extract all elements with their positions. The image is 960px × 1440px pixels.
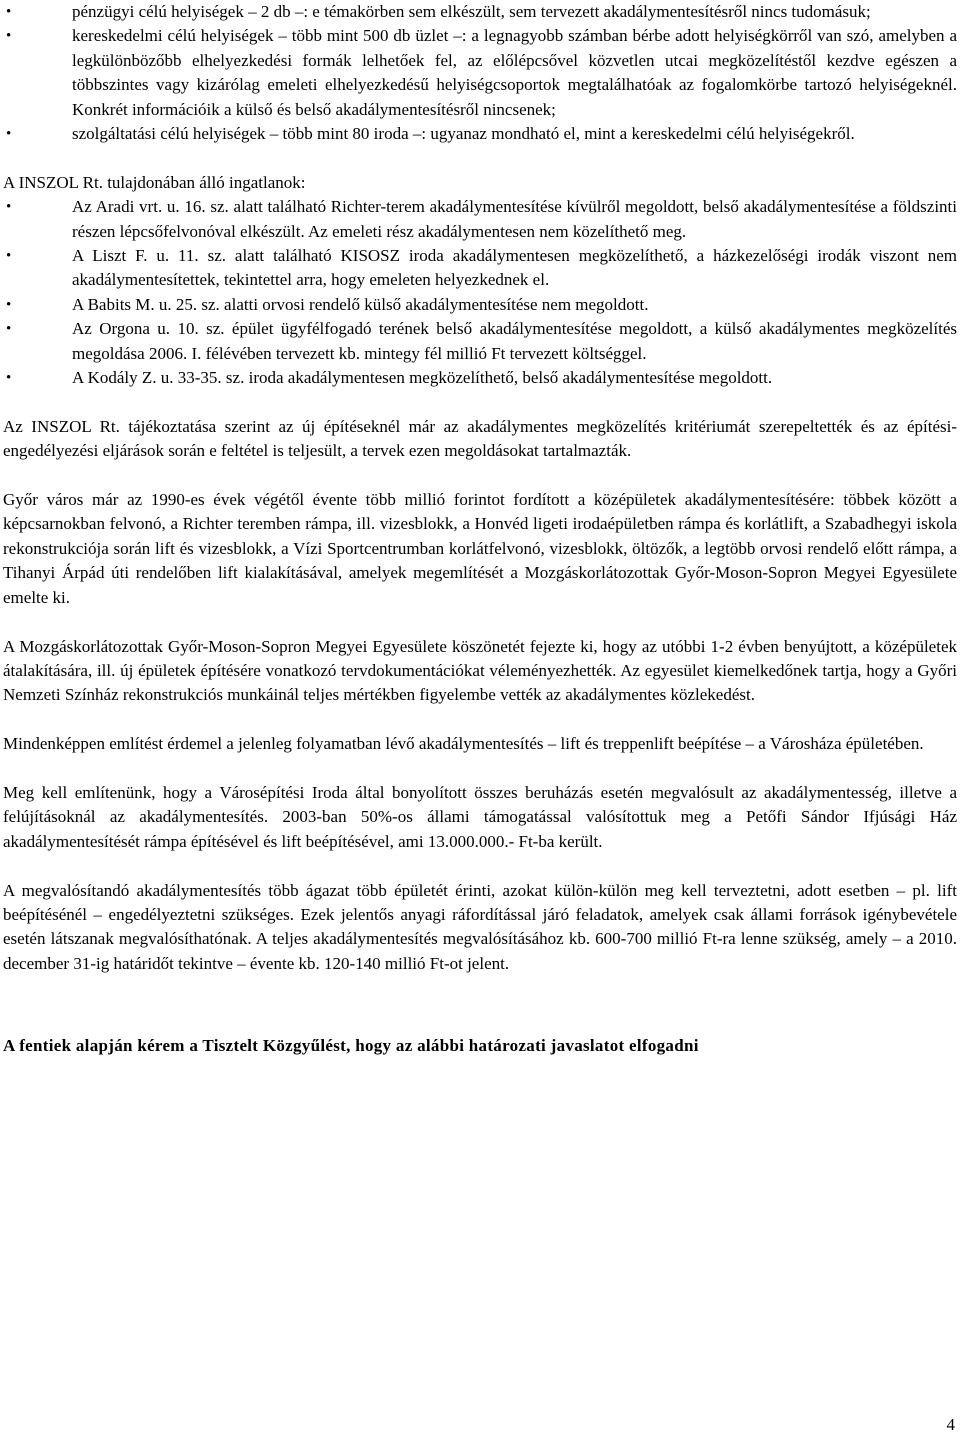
- list-item: • Az Aradi vrt. u. 16. sz. alatt található Richter-terem akadálymentesítése kívülről megoldott, belső akadálymentesítése a földszinti részen lépcsőfelvonóval elkészült. Az emeleti rész akadálymentesen nem közelíthető meg.: [6, 197, 957, 241]
- list-item: • A Kodály Z. u. 33-35. sz. iroda akadálymentesen megközelíthető, belső akadálymentesítése megoldott.: [3, 366, 957, 390]
- bullet-icon: •: [6, 4, 12, 20]
- ingatlan-bullet-list: [3, 195, 957, 390]
- list-item: • szolgáltatási célú helyiségek – több mint 80 iroda –: ugyanaz mondható el, mint a kereskedelmi célú helyiségekről.: [3, 122, 957, 146]
- page-number: 4: [946, 1415, 955, 1434]
- list-item: • A Liszt F. u. 11. sz. alatt található KISOSZ iroda akadálymentesen megközelíthető, a házkezelőségi irodák viszont nem akadálymentesítettek, tekintettel arra, hogy emeleten helyezkednek el.: [6, 246, 957, 290]
- bullet-icon: •: [6, 370, 12, 387]
- helyiseg-bullet-list: [3, 0, 957, 146]
- paragraph: Az INSZOL Rt. tájékoztatása szerint az új építéseknél már az akadálymentes megközelítés kritériumát szerepeltették és az építési-engedélyezési eljárások során e feltétel is teljesült, a tervek ezen megoldásokat tartalmazták.: [3, 416, 957, 461]
- bullet-icon: •: [6, 248, 12, 265]
- list-item: • kereskedelmi célú helyiségek – több mint 500 db üzlet –: a legnagyobb számban bérbe adott helyiségkörről van szó, amelyben a legkülönbözőbb elhelyezkedési formák lelhetőek fel, az előlépcsővel közvetlen utcai megközelítéstől kezdve egészen a többszintes vagy kizárólag emeleti elhelyezkedésű helyiségcsoportok megtalálhatóak az fogalomkörbe tartozó helyiségeknél. Konkrét információik a külső és belső akadálymentesítésről nincsenek;: [6, 26, 957, 119]
- paragraph: Mindenképpen említést érdemel a jelenleg folyamatban lévő akadálymentesítés – lift és treppenlift beépítése – a Városháza épületében.: [3, 734, 924, 754]
- bullet-icon: •: [6, 321, 12, 338]
- bullet-icon: •: [6, 28, 12, 45]
- paragraph: A megvalósítandó akadálymentesítés több ágazat több épületét érinti, azokat külön-külön meg kell terveztetni, adott esetben – pl. lift beépítésénél – engedélyeztetni szükséges. Ezek jelentős anyagi ráfordítással járó feladatok, amelyek csak állami források igénybevétele esetén látszanak megvalósíthatónak. A teljes akadálymentesítés megvalósításához kb. 600-700 millió Ft-ra lenne szükség, amely – a 2010. december 31-ig határidőt tekintve – évente kb. 120-140 millió Ft-ot jelent.: [3, 880, 957, 973]
- list-item: • pénzügyi célú helyiségek – 2 db –: e témakörben sem elkészült, sem tervezett akadálymentesítésről nincs tudomásuk;: [3, 0, 957, 24]
- bullet-icon: •: [6, 126, 12, 143]
- resolution-request: A fentiek alapján kérem a Tisztelt Közgyűlést, hogy az alábbi határozati javaslatot elfogadni: [3, 1036, 699, 1056]
- paragraph: Győr város már az 1990-es évek végétől évente több millió forintot fordított a középületek akadálymentesítésére: többek között a képcsarnokban felvonó, a Richter teremben rámpa, ill. vizesblokk, a Honvéd ligeti irodaépületben rámpa és korlátlift, a Szabadhegyi iskola rekonstrukciója során lift és vizesblokk, a Vízi Sportcentrumban korlátfelvonó, vizesblokk, öltözők, a legtöbb orvosi rendelő előtt rámpa, a Tihanyi Árpád úti rendelőben lift kialakításával, amelyek megemlítését a Mozgáskorlátozottak Győr-Moson-Sopron Megyei Egyesülete emelte ki.: [3, 490, 957, 607]
- paragraph: Meg kell említenünk, hogy a Városépítési Iroda által bonyolított összes beruházás esetén megvalósult az akadálymentesség, illetve a felújításoknál az akadálymentesítés. 2003-ban 50%-os állami támogatással valósítottuk meg a Petőfi Sándor Ifjúsági Ház akadálymentesítését rámpa építésével és lift beépítésével, ami 13.000.000.- Ft-ba került.: [3, 782, 957, 851]
- bullet-icon: •: [6, 199, 12, 216]
- insz-heading: A INSZOL Rt. tulajdonában álló ingatlanok:: [3, 172, 306, 192]
- list-item: • A Babits M. u. 25. sz. alatti orvosi rendelő külső akadálymentesítése nem megoldott.: [3, 293, 957, 317]
- bullet-icon: •: [6, 296, 12, 313]
- paragraph: A Mozgáskorlátozottak Győr-Moson-Sopron Megyei Egyesülete köszönetét fejezte ki, hogy az utóbbi 1-2 évben benyújtott, a középületek átalakítására, ill. új épületek építésére vonatkozó tervdokumentációkat véleményezhették. Az egyesület kiemelkedőnek tartja, hogy a Győri Nemzeti Színház rekonstrukciós munkáinál teljes mértékben figyelembe vették az akadálymentes közlekedést.: [3, 636, 957, 705]
- document-page: [3, 0, 957, 1059]
- list-item: • Az Orgona u. 10. sz. épület ügyfélfogadó terének belső akadálymentesítése megoldott, a külső akadálymentes megközelítés megoldása 2006. I. félévében tervezett kb. mintegy fél millió Ft tervezett költséggel.: [6, 319, 957, 363]
